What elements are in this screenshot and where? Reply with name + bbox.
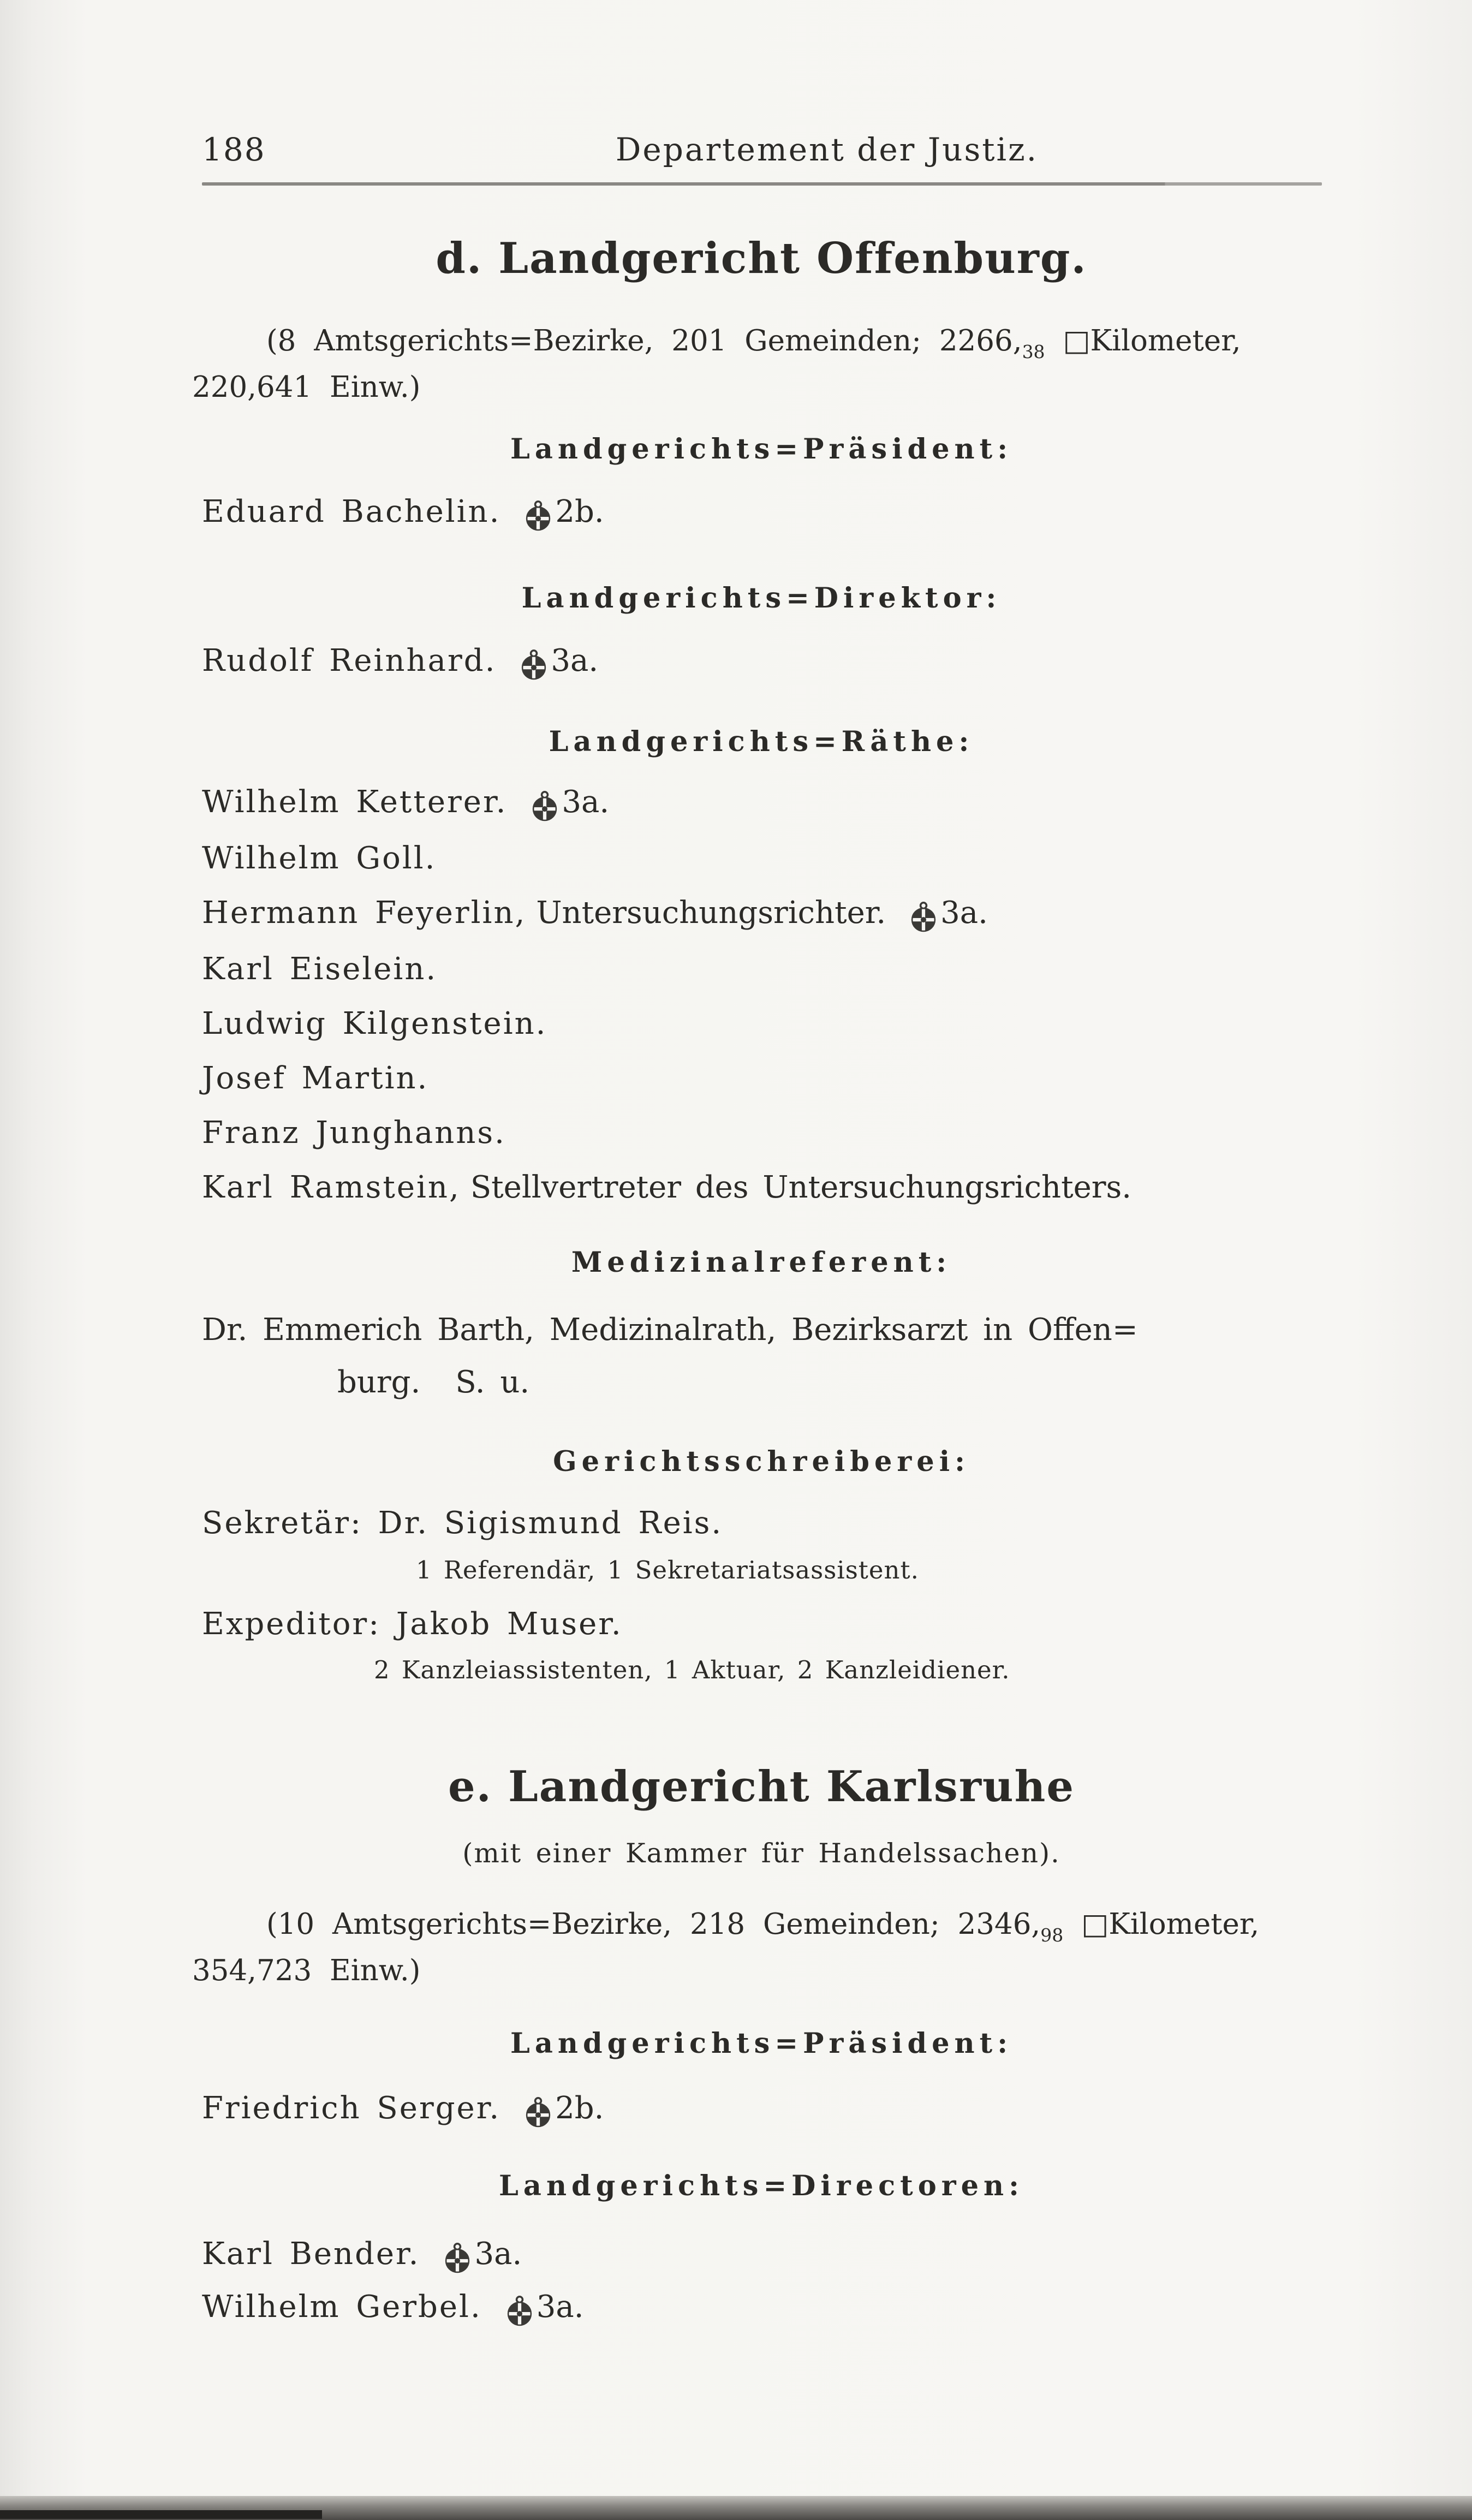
directoren-list — [202, 2236, 1321, 2327]
running-title: Departement der Justiz. — [615, 131, 1039, 168]
person-entry — [202, 1505, 1321, 1541]
person-entry — [202, 2090, 1321, 2128]
role-heading-direktor: Landgerichts=Direktor: — [521, 582, 1002, 615]
person-line2: burg. S. u. — [337, 1364, 530, 1400]
person-name: Karl Bender. — [202, 2236, 420, 2272]
role-heading-directoren: Landgerichts=Directoren: — [499, 2170, 1024, 2202]
person-entry — [202, 643, 1321, 681]
person-name: Josef Martin. — [202, 1061, 429, 1097]
person-name: Rudolf Reinhard. — [202, 643, 497, 678]
person-name: Wilhelm Goll. — [202, 841, 437, 876]
decoration-class: 3a. — [940, 895, 988, 931]
medal-icon — [507, 2293, 532, 2327]
role-heading-raethe: Landgerichts=Räthe: — [549, 725, 974, 758]
decoration-class: 3a. — [551, 643, 599, 678]
page-header — [202, 131, 1321, 168]
person-line1: Dr. Emmerich Barth, Medizinalrath, Bezirksarzt in Offen= — [202, 1312, 1138, 1348]
person-entry — [202, 2289, 1321, 2327]
medal-icon — [532, 788, 557, 822]
medal-icon — [911, 899, 936, 933]
medal-icon — [445, 2240, 470, 2274]
person-name: Karl Eiselein. — [202, 951, 438, 987]
scan-edge-dark-strip — [0, 2510, 322, 2519]
person-name: Sekretär: Dr. Sigismund Reis. — [202, 1505, 723, 1541]
person-role: Stellvertreter des Untersuchungsrichters. — [470, 1170, 1132, 1206]
person-name: Franz Junghanns. — [202, 1115, 506, 1151]
staff-note: 1 Referendär, 1 Sekretariatsassistent. — [416, 1555, 919, 1584]
area-decimal-sub: 98 — [1040, 1925, 1064, 1946]
raethe-list — [202, 784, 1321, 1206]
staff-note: 2 Kanzleiassistenten, 1 Aktuar, 2 Kanzleidiener. — [374, 1655, 1010, 1684]
person-entry — [202, 494, 1321, 532]
decoration-class: 2b. — [555, 494, 604, 529]
person-entry — [202, 841, 1321, 877]
person-entry — [202, 784, 1321, 822]
decoration-class: 3a. — [536, 2289, 584, 2325]
role-heading-praesident: Landgerichts=Präsident: — [510, 433, 1013, 466]
person-entry — [202, 1170, 1321, 1206]
person-entry — [202, 895, 1321, 933]
person-entry — [202, 1304, 1321, 1408]
person-name: Karl Ramstein, — [202, 1170, 461, 1206]
person-entry — [202, 1061, 1321, 1097]
karlsruhe-stats — [192, 1903, 1321, 1992]
section-heading-karlsruhe: e. Landgericht Karlsruhe — [448, 1762, 1075, 1812]
medal-icon — [526, 498, 551, 532]
offenburg-stats — [192, 319, 1321, 409]
person-entry — [202, 951, 1321, 987]
person-name: Eduard Bachelin. — [202, 494, 501, 529]
area-value: 2346, — [957, 1908, 1041, 1941]
person-name: Wilhelm Gerbel. — [202, 2289, 482, 2325]
page-number: 188 — [202, 131, 266, 168]
person-name: Ludwig Kilgenstein. — [202, 1006, 547, 1042]
section-heading-offenburg: d. Landgericht Offenburg. — [436, 234, 1087, 283]
stats-line1: (10 Amtsgerichts=Bezirke, 218 Gemeinden; $2346,_{98}$ □Kilometer, — [266, 1908, 1260, 1946]
stats-line2: 220,641 Einw.) — [192, 370, 421, 404]
role-heading-praesident: Landgerichts=Präsident: — [510, 2027, 1013, 2060]
person-name: Expeditor: Jakob Muser. — [202, 1606, 623, 1642]
role-heading-medizinalreferent: Medizinalreferent: — [571, 1246, 952, 1279]
person-entry — [202, 1606, 1321, 1642]
role-heading-gerichtsschreiberei: Gerichtsschreiberei: — [553, 1445, 970, 1478]
person-entry — [202, 2236, 1321, 2274]
scan-edge-bar — [0, 2496, 1472, 2520]
decoration-class: 3a. — [562, 784, 610, 820]
medal-icon — [521, 647, 546, 681]
person-entry — [202, 1006, 1321, 1042]
section-subtitle: (mit einer Kammer für Handelssachen). — [462, 1838, 1060, 1869]
person-name: Friedrich Serger. — [202, 2090, 501, 2126]
area-decimal-sub: 38 — [1022, 341, 1045, 362]
area-value: 2266, — [939, 324, 1022, 358]
header-rule — [202, 182, 1322, 186]
medal-icon — [526, 2094, 551, 2128]
stats-line1: (8 Amtsgerichts=Bezirke, 201 Gemeinden; $2266,_{38}$ □Kilometer, — [266, 324, 1241, 362]
person-role: Untersuchungsrichter. — [536, 895, 886, 931]
decoration-class: 2b. — [555, 2090, 604, 2126]
stats-line2: 354,723 Einw.) — [192, 1953, 421, 1987]
person-name: Wilhelm Ketterer. — [202, 784, 508, 820]
person-name: Hermann Feyerlin, — [202, 895, 527, 931]
person-entry — [202, 1115, 1321, 1151]
decoration-class: 3a. — [474, 2236, 522, 2272]
